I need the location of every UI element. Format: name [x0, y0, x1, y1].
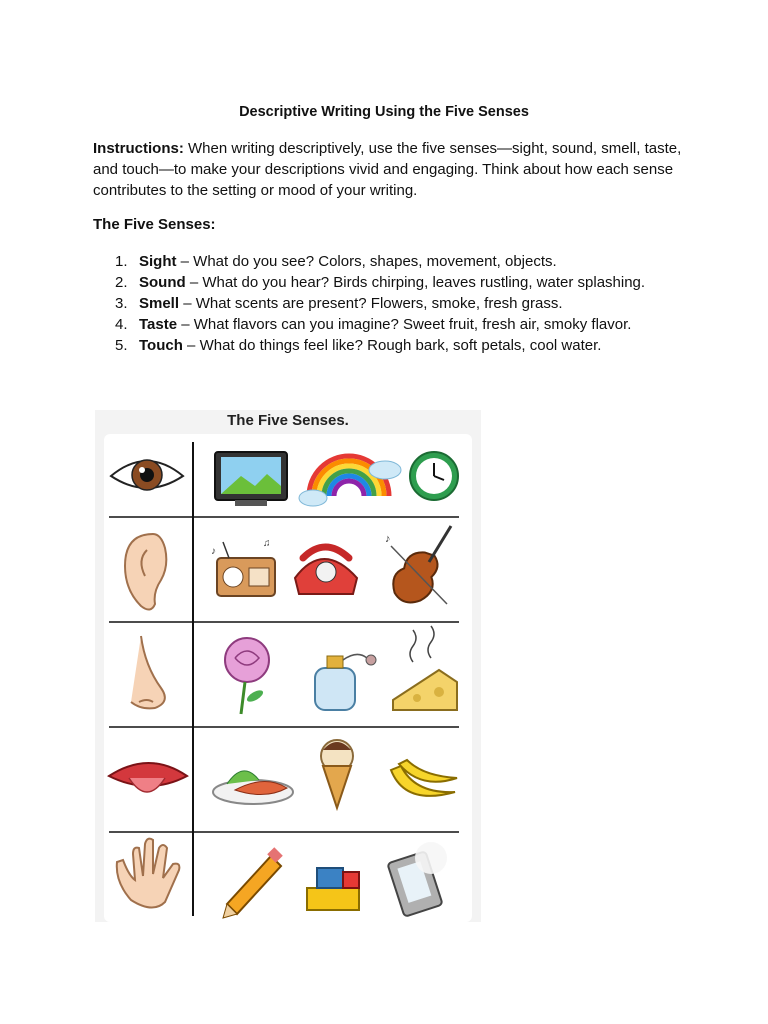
rose-icon	[225, 638, 269, 714]
illustration-title: The Five Senses.	[227, 412, 349, 429]
eye-icon	[111, 460, 183, 490]
ice-cream-icon	[321, 740, 353, 808]
sense-name: Sight	[139, 253, 177, 270]
violin-icon	[385, 526, 451, 611]
instructions-label: Instructions:	[93, 140, 184, 157]
clock-icon	[410, 452, 458, 500]
rainbow-icon	[299, 456, 401, 506]
instructions-paragraph	[93, 138, 683, 201]
list-item	[93, 335, 683, 356]
hand-icon	[117, 839, 180, 908]
list-number: 1.	[115, 253, 128, 270]
list-item	[93, 293, 683, 314]
telephone-icon	[295, 547, 357, 594]
perfume-icon	[315, 654, 376, 710]
ear-icon	[125, 534, 166, 610]
sense-name: Taste	[139, 316, 178, 333]
toy-blocks-icon	[307, 868, 359, 910]
sense-description: – What do things feel like? Rough bark, soft petals, cool water.	[182, 337, 602, 354]
sense-description: – What scents are present? Flowers, smoke, fresh grass.	[179, 295, 563, 312]
list-number: 3.	[115, 295, 128, 312]
instructions-text: When writing descriptively, use the five senses—sight, sound, smell, taste, and touch—to make your descriptions vivid and engaging. Think about how each sense contributes to the setting or mood of your writing.	[93, 140, 682, 199]
list-number: 2.	[115, 274, 128, 291]
list-number: 4.	[115, 316, 128, 333]
sense-description: – What do you hear? Birds chirping, leaves rustling, water splashing.	[185, 274, 646, 291]
phone-device-icon	[387, 842, 447, 917]
sense-description: – What flavors can you imagine? Sweet fruit, fresh air, smoky flavor.	[177, 316, 632, 333]
list-item	[93, 251, 683, 272]
sense-description: – What do you see? Colors, shapes, movement, objects.	[176, 253, 557, 270]
svg-text:♪: ♪	[385, 533, 391, 545]
svg-text:♫: ♫	[263, 538, 271, 549]
sense-name: Sound	[139, 274, 186, 291]
page-title: Descriptive Writing Using the Five Senses	[239, 104, 529, 120]
television-icon	[215, 452, 287, 506]
bananas-icon	[391, 760, 457, 796]
senses-list	[93, 251, 683, 356]
sense-name: Touch	[139, 337, 183, 354]
senses-heading: The Five Senses:	[93, 216, 216, 233]
tongue-icon	[109, 763, 187, 792]
five-senses-illustration	[95, 410, 481, 922]
cheese-icon	[393, 626, 457, 710]
radio-icon	[211, 538, 275, 596]
list-item	[93, 272, 683, 293]
sense-name: Smell	[139, 295, 180, 312]
list-item	[93, 314, 683, 335]
svg-text:♪: ♪	[211, 546, 216, 557]
senses-grid	[95, 410, 481, 922]
nose-icon	[131, 636, 165, 708]
list-number: 5.	[115, 337, 128, 354]
pencil-icon	[223, 847, 283, 918]
plate-of-food-icon	[213, 771, 293, 804]
